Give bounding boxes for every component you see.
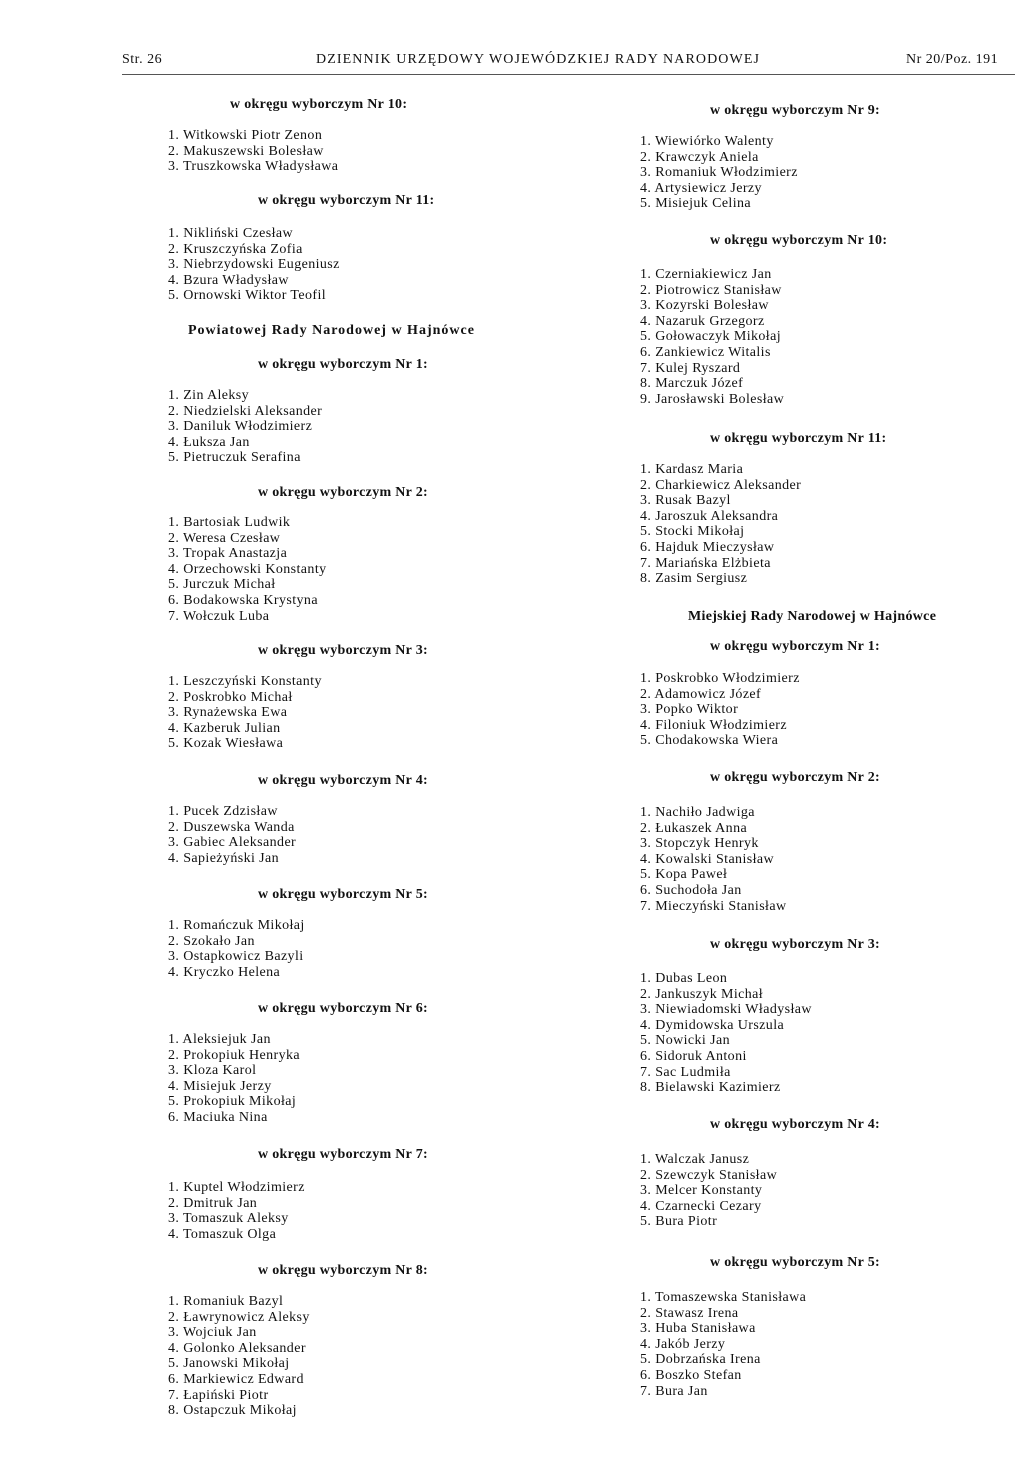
candidate-item: 5. Chodakowska Wiera xyxy=(640,733,779,749)
candidate-item: 6. Markiewicz Edward xyxy=(168,1371,304,1387)
candidate-item: 1. Leszczyński Konstanty xyxy=(168,674,322,689)
candidate-item: 4. Kowalski Stanisław xyxy=(640,851,775,867)
candidate-list xyxy=(168,388,558,466)
header-divider xyxy=(122,74,1015,75)
candidate-item: 4. Tomaszuk Olga xyxy=(168,1226,277,1242)
candidate-item: 6. Boszko Stefan xyxy=(640,1367,742,1383)
district-block xyxy=(640,1114,1020,1136)
candidate-list xyxy=(168,804,558,866)
candidate-list xyxy=(640,1290,1020,1399)
district-block xyxy=(640,636,1020,658)
candidate-item: 1. Poskrobko Włodzimierz xyxy=(640,671,800,686)
candidate-list xyxy=(640,267,1020,407)
district-block xyxy=(168,884,558,906)
candidate-list xyxy=(168,1032,558,1126)
section-title-block xyxy=(168,320,558,342)
journal-title: DZIENNIK URZĘDOWY WOJEWÓDZKIEJ RADY NARODOWEJ xyxy=(316,52,761,67)
candidate-item: 1. Romaniuk Bazyl xyxy=(168,1294,284,1309)
candidate-item: 5. Nowicki Jan xyxy=(640,1033,730,1049)
district-heading: w okręgu wyborczym Nr 6: xyxy=(258,1001,428,1016)
district-heading: w okręgu wyborczym Nr 4: xyxy=(258,773,428,788)
candidate-item: 6. Bodakowska Krystyna xyxy=(168,592,318,608)
candidate-item: 1. Nachiło Jadwiga xyxy=(640,805,755,820)
candidate-item: 4. Dymidowska Urszula xyxy=(640,1017,785,1033)
candidate-item: 7. Łapiński Piotr xyxy=(168,1387,269,1403)
candidate-item: 7. Wołczuk Luba xyxy=(168,608,270,624)
candidate-item: 3. Niebrzydowski Eugeniusz xyxy=(168,257,340,273)
candidate-item: 3. Kloza Karol xyxy=(168,1063,257,1079)
candidate-list xyxy=(168,226,558,304)
district-heading: w okręgu wyborczym Nr 9: xyxy=(710,103,880,118)
candidate-item: 3. Rynażewska Ewa xyxy=(168,705,288,721)
candidate-item: 2. Jankuszyk Michał xyxy=(640,986,764,1002)
candidate-item: 5. Prokopiuk Mikołaj xyxy=(168,1094,297,1110)
district-heading: w okręgu wyborczym Nr 10: xyxy=(710,233,888,248)
district-block xyxy=(640,934,1020,956)
candidate-item: 4. Kryczko Helena xyxy=(168,964,281,980)
candidate-item: 1. Czerniakiewicz Jan xyxy=(640,267,772,282)
candidate-item: 5. Dobrzańska Irena xyxy=(640,1352,761,1368)
candidate-item: 1. Pucek Zdzisław xyxy=(168,804,278,819)
district-heading: w okręgu wyborczym Nr 10: xyxy=(230,97,408,112)
candidate-item: 3. Truszkowska Władysława xyxy=(168,159,339,175)
candidate-item: 1. Zin Aleksy xyxy=(168,388,250,403)
candidate-item: 8. Ostapczuk Mikołaj xyxy=(168,1403,297,1419)
district-heading: w okręgu wyborczym Nr 11: xyxy=(710,431,887,446)
candidate-item: 5. Stocki Mikołaj xyxy=(640,524,745,540)
candidate-item: 8. Marczuk Józef xyxy=(640,376,744,392)
candidate-item: 5. Gołowaczyk Mikołaj xyxy=(640,329,781,345)
candidate-item: 4. Misiejuk Jerzy xyxy=(168,1078,272,1094)
candidate-item: 1. Walczak Janusz xyxy=(640,1152,750,1167)
candidate-item: 4. Sapieżyński Jan xyxy=(168,850,280,866)
candidate-item: 2. Piotrowicz Stanisław xyxy=(640,282,782,298)
candidate-item: 5. Jurczuk Michał xyxy=(168,577,276,593)
district-heading: w okręgu wyborczym Nr 11: xyxy=(258,193,435,208)
candidate-item: 3. Tomaszuk Aleksy xyxy=(168,1211,289,1227)
district-block xyxy=(168,1260,558,1282)
candidate-item: 7. Kulej Ryszard xyxy=(640,360,741,376)
candidate-item: 4. Jakób Jerzy xyxy=(640,1336,726,1352)
issue-number: Nr 20/Poz. 191 xyxy=(906,52,999,67)
district-block xyxy=(168,190,558,212)
district-block xyxy=(168,770,558,792)
district-heading: w okręgu wyborczym Nr 3: xyxy=(258,643,428,658)
candidate-item: 6. Sidoruk Antoni xyxy=(640,1048,747,1064)
page-header xyxy=(0,0,1024,80)
candidate-item: 2. Poskrobko Michał xyxy=(168,689,293,705)
candidate-list xyxy=(168,515,558,624)
candidate-item: 1. Aleksiejuk Jan xyxy=(168,1032,271,1047)
district-block xyxy=(168,998,558,1020)
candidate-list xyxy=(640,805,1020,914)
candidate-item: 3. Melcer Konstanty xyxy=(640,1183,763,1199)
candidate-item: 5. Ornowski Wiktor Teofil xyxy=(168,288,327,304)
district-heading: w okręgu wyborczym Nr 4: xyxy=(710,1117,880,1132)
candidate-list xyxy=(168,1294,558,1419)
candidate-item: 3. Stopczyk Henryk xyxy=(640,836,759,852)
district-block xyxy=(168,640,558,662)
candidate-item: 2. Szewczyk Stanisław xyxy=(640,1167,778,1183)
candidate-item: 2. Ławrynowicz Aleksy xyxy=(168,1309,310,1325)
candidate-item: 2. Stawasz Irena xyxy=(640,1305,739,1321)
page-number: Str. 26 xyxy=(122,52,163,67)
candidate-item: 1. Tomaszewska Stanisława xyxy=(640,1290,807,1305)
district-heading: w okręgu wyborczym Nr 2: xyxy=(710,770,880,785)
candidate-list xyxy=(168,128,558,175)
candidate-item: 2. Charkiewicz Aleksander xyxy=(640,477,802,493)
candidate-item: 4. Jaroszuk Aleksandra xyxy=(640,508,779,524)
candidate-list xyxy=(168,674,558,752)
section-title: Miejskiej Rady Narodowej w Hajnówce xyxy=(688,609,937,624)
candidate-list xyxy=(640,971,1020,1096)
candidate-item: 3. Gabiec Aleksander xyxy=(168,835,297,851)
candidate-item: 3. Daniluk Włodzimierz xyxy=(168,419,313,435)
district-heading: w okręgu wyborczym Nr 7: xyxy=(258,1147,428,1162)
candidate-list xyxy=(168,918,558,980)
candidate-item: 3. Kozyrski Bolesław xyxy=(640,298,769,314)
candidate-item: 2. Dmitruk Jan xyxy=(168,1195,258,1211)
candidate-item: 4. Kazberuk Julian xyxy=(168,720,281,736)
candidate-item: 7. Mariańska Elżbieta xyxy=(640,555,771,571)
candidate-item: 2. Duszewska Wanda xyxy=(168,819,295,835)
candidate-item: 2. Niedzielski Aleksander xyxy=(168,403,323,419)
candidate-item: 4. Orzechowski Konstanty xyxy=(168,561,327,577)
candidate-item: 2. Makuszewski Bolesław xyxy=(168,143,324,159)
candidate-item: 6. Zankiewicz Witalis xyxy=(640,344,771,360)
candidate-item: 5. Janowski Mikołaj xyxy=(168,1356,290,1372)
candidate-item: 3. Rusak Bazyl xyxy=(640,493,731,509)
candidate-list xyxy=(640,1152,1020,1230)
candidate-list xyxy=(640,671,1020,749)
candidate-item: 3. Tropak Anastazja xyxy=(168,546,288,562)
section-title: Powiatowej Rady Narodowej w Hajnówce xyxy=(188,323,475,338)
candidate-item: 2. Prokopiuk Henryka xyxy=(168,1047,301,1063)
candidate-item: 3. Wojciuk Jan xyxy=(168,1325,257,1341)
district-block xyxy=(640,100,1020,122)
candidate-item: 2. Adamowicz Józef xyxy=(640,686,762,702)
candidate-item: 4. Nazaruk Grzegorz xyxy=(640,313,765,329)
district-heading: w okręgu wyborczym Nr 3: xyxy=(710,937,880,952)
candidate-item: 6. Maciuka Nina xyxy=(168,1109,268,1125)
candidate-item: 3. Popko Wiktor xyxy=(640,702,739,718)
district-block xyxy=(168,1144,558,1166)
candidate-item: 2. Weresa Czesław xyxy=(168,530,281,546)
district-block xyxy=(168,94,558,116)
candidate-item: 4. Czarnecki Cezary xyxy=(640,1198,762,1214)
district-block xyxy=(168,482,558,504)
district-heading: w okręgu wyborczym Nr 8: xyxy=(258,1263,428,1278)
candidate-item: 4. Łuksza Jan xyxy=(168,434,250,450)
candidate-item: 2. Kruszczyńska Zofia xyxy=(168,241,303,257)
candidate-item: 5. Bura Piotr xyxy=(640,1214,718,1230)
candidate-item: 6. Hajduk Mieczysław xyxy=(640,539,775,555)
candidate-item: 1. Romańczuk Mikołaj xyxy=(168,918,305,933)
candidate-item: 4. Filoniuk Włodzimierz xyxy=(640,717,787,733)
candidate-item: 2. Szokało Jan xyxy=(168,933,255,949)
candidate-item: 5. Pietruczuk Serafina xyxy=(168,450,301,466)
candidate-item: 1. Witkowski Piotr Zenon xyxy=(168,128,323,143)
candidate-list xyxy=(640,462,1020,587)
candidate-item: 5. Kopa Paweł xyxy=(640,867,728,883)
district-block xyxy=(640,230,1020,252)
section-title-block xyxy=(640,606,1020,628)
candidate-item: 3. Niewiadomski Władysław xyxy=(640,1002,812,1018)
candidate-item: 3. Huba Stanisława xyxy=(640,1321,756,1337)
district-block xyxy=(640,428,1020,450)
candidate-item: 3. Romaniuk Włodzimierz xyxy=(640,165,798,181)
candidate-item: 1. Kuptel Włodzimierz xyxy=(168,1180,305,1195)
candidate-item: 7. Bura Jan xyxy=(640,1383,708,1399)
candidate-item: 2. Łukaszek Anna xyxy=(640,820,748,836)
candidate-item: 4. Bzura Władysław xyxy=(168,272,289,288)
district-heading: w okręgu wyborczym Nr 1: xyxy=(258,357,428,372)
candidate-item: 9. Jarosławski Bolesław xyxy=(640,391,785,407)
candidate-item: 8. Zasim Sergiusz xyxy=(640,571,748,587)
candidate-item: 7. Mieczyński Stanisław xyxy=(640,898,787,914)
candidate-item: 1. Kardasz Maria xyxy=(640,462,744,477)
candidate-item: 5. Misiejuk Celina xyxy=(640,196,752,212)
candidate-list xyxy=(168,1180,558,1242)
candidate-item: 8. Bielawski Kazimierz xyxy=(640,1080,781,1096)
district-heading: w okręgu wyborczym Nr 2: xyxy=(258,485,428,500)
candidate-item: 1. Nikliński Czesław xyxy=(168,226,294,241)
candidate-item: 7. Sac Ludmiła xyxy=(640,1064,731,1080)
candidate-item: 5. Kozak Wiesława xyxy=(168,736,284,752)
candidate-item: 1. Dubas Leon xyxy=(640,971,728,986)
district-block xyxy=(640,767,1020,789)
candidate-item: 3. Ostapkowicz Bazyli xyxy=(168,949,304,965)
district-heading: w okręgu wyborczym Nr 5: xyxy=(710,1255,880,1270)
district-block xyxy=(640,1252,1020,1274)
district-heading: w okręgu wyborczym Nr 5: xyxy=(258,887,428,902)
district-block xyxy=(168,354,558,376)
candidate-list xyxy=(640,134,1020,212)
candidate-item: 1. Wiewiórko Walenty xyxy=(640,134,774,149)
candidate-item: 4. Golonko Aleksander xyxy=(168,1340,306,1356)
candidate-item: 1. Bartosiak Ludwik xyxy=(168,515,291,530)
candidate-item: 4. Artysiewicz Jerzy xyxy=(640,180,762,196)
district-heading: w okręgu wyborczym Nr 1: xyxy=(710,639,880,654)
candidate-item: 2. Krawczyk Aniela xyxy=(640,149,759,165)
candidate-item: 6. Suchodoła Jan xyxy=(640,882,742,898)
